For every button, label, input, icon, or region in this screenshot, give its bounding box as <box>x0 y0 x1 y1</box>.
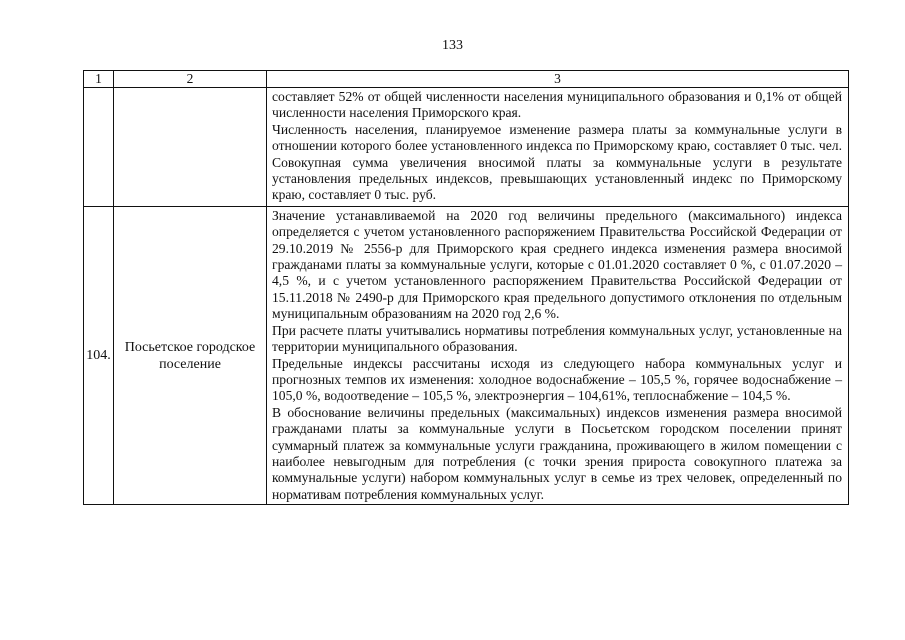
row-number: 104. <box>84 206 114 504</box>
paragraph: При расчете платы учитывались нормативы потребления коммунальных услуг, установленные на территории муниципального образования. <box>272 322 842 355</box>
paragraph: В обоснование величины предельных (максимальных) индексов изменения размера вносимой гражданами платы за коммунальные услуги в Посьетском городском поселении принят суммарный платеж за коммунальные услуги гражданина, проживающего в жилом помещении с наиболее невыгодным для потребления (с точки зрения прироста совокупного платежа за коммунальные услуги) набором коммунальных услуг в семье из трех человек, определенный по нормативам потребления коммунальных услуг. <box>272 404 842 502</box>
document-table <box>83 70 849 505</box>
description-cell <box>267 88 849 207</box>
table-row <box>84 206 849 504</box>
paragraph: Предельные индексы рассчитаны исходя из следующего набора коммунальных услуг и прогнозных темпов их изменения: холодное водоснабжение – 105,5 %, горячее водоснабжение – 105,0 %, водоотведение – 105,5 %, электроэнергия – 104,61%, теплоснабжение – 104,5 %. <box>272 355 842 404</box>
municipality-name <box>114 88 267 207</box>
header-col-1: 1 <box>84 71 114 88</box>
table-row <box>84 88 849 207</box>
paragraph: Значение устанавливаемой на 2020 год величины предельного (максимального) индекса определяется с учетом установленного распоряжением Правительства Российской Федерации от 29.10.2019 № 2556-р для Приморского края среднего индекса изменения размера вносимой гражданами платы за коммунальные услуги, которые с 01.01.2020 составляет 0 %, с 01.07.2020 – 4,5 %, и с учетом установленного распоряжением Правительства Российской Федерации от 15.11.2018 № 2490-р для Приморского края предельного допустимого отклонения по отдельным муниципальным образованиям на 2020 год 2,6 %. <box>272 207 842 322</box>
paragraph: Численность населения, планируемое изменение размера платы за коммунальные услуги в отношении которого более установленного индекса по Приморскому краю, составляет 0 тыс. чел. Совокупная сумма увеличения вносимой платы за коммунальные услуги в результате установления предельных индексов, превышающих установленный индекс по Приморскому краю, составляет 0 тыс. руб. <box>272 121 842 203</box>
municipality-name: Посьетское городское поселение <box>114 206 267 504</box>
page-number: 133 <box>442 38 463 53</box>
paragraph: составляет 52% от общей численности населения муниципального образования и 0,1% от общей численности населения Приморского края. <box>272 89 842 121</box>
table-header-row <box>84 71 849 88</box>
description-cell <box>267 206 849 504</box>
header-col-3: 3 <box>267 71 849 88</box>
header-col-2: 2 <box>114 71 267 88</box>
row-number <box>84 88 114 207</box>
